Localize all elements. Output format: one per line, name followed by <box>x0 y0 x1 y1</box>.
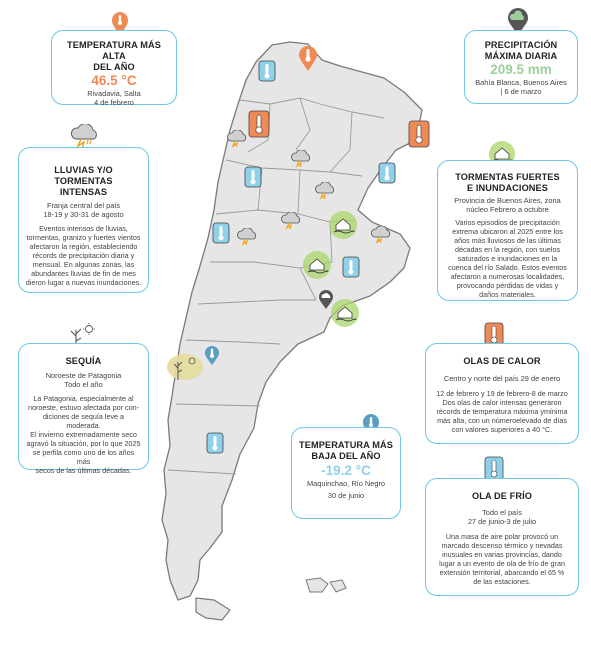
map-pin-thermometer-hot-icon <box>298 46 318 72</box>
flood-house-icon <box>302 250 332 280</box>
card-description: Eventos intensos de lluvias, tormentas, granizo y fuertes vientos afectaron la región, estableciendo récords de precipitación diaria y mensual. En algunas zonas, las abundantes lluvias de fin de mes dieron lugar a nuevas inundaciones. <box>25 224 142 287</box>
card-olas-de-calor <box>425 343 579 444</box>
storm-cloud-icon <box>236 228 258 246</box>
card-date: Todo el año <box>64 380 103 390</box>
max-precipitation-value: 209.5 mm <box>490 62 552 77</box>
card-title: OLAS DE CALOR <box>463 356 541 366</box>
card-precipitacion-maxima <box>464 30 578 104</box>
card-title: TEMPERATURA MÁS ALTA <box>67 40 161 61</box>
storm-cloud-icon <box>226 130 248 148</box>
card-description: Varios episodios de precipitación extrema ubicaron al 2025 entre los años más lluviosos de las últimas décadas en la región, con suelos saturados e inundaciones en la cuenca del río Salado. Estos eventos afectaron a numerosas localidades, provocando pérdidas de vidas y daños materiales. <box>448 218 567 299</box>
card-lluvias-tormentas <box>18 147 149 293</box>
card-date: 4 de febrero <box>94 98 134 108</box>
thermometer-snow-icon <box>244 166 262 188</box>
card-title: MÁXIMA DIARIA <box>484 51 558 61</box>
thermometer-snow-icon <box>342 256 360 278</box>
tierra-del-fuego <box>196 598 230 620</box>
storm-cloud-icon <box>290 150 312 168</box>
card-sequia <box>18 343 149 475</box>
card-ola-de-frio <box>425 478 579 596</box>
thermometer-hot-icon <box>408 120 430 148</box>
card-date: 18-19 y 30-31 de agosto <box>43 210 124 220</box>
card-temperatura-maxima <box>51 30 177 108</box>
card-title: PRECIPITACIÓN <box>484 40 558 50</box>
card-region: Noroeste de Patagonia <box>45 371 122 380</box>
flood-house-icon <box>330 298 360 328</box>
card-description: 12 de febrero y 19 de febrero-8 de marzo Dos olas de calor intensas generaron récords de temperatura máxima ymínima más alta, con un númeroelevado de días con valores superiores a 40 °C. <box>436 389 568 434</box>
card-title: E INUNDACIONES <box>466 183 549 193</box>
card-description: La Patagonia, especialmente al noroeste, estuvo afectada por con- diciones de sequía leve a moderada. El invierno extremadamente seco agravó la situación, por lo que 2025 se perfila como uno de los años más secos de las últimas décadas. <box>26 394 141 475</box>
card-title: BAJA DEL AÑO <box>311 451 381 461</box>
card-title: DEL AÑO <box>93 62 135 72</box>
dry-tree-sun-icon <box>166 352 204 382</box>
map-pin-thermometer-cold-icon <box>204 346 220 366</box>
thermometer-snow-icon <box>258 60 276 82</box>
storm-cloud-icon <box>314 182 336 200</box>
card-region: Provincia de Buenos Aires, zona <box>454 196 561 205</box>
card-tormentas-inundaciones <box>437 160 578 301</box>
card-date: | 6 de marzo <box>500 87 542 97</box>
thermometer-hot-icon <box>248 110 270 138</box>
card-title: INTENSAS <box>59 187 108 197</box>
min-temperature-value: -19.2 °C <box>321 463 371 478</box>
card-title: LLUVIAS Y/O TORMENTAS <box>54 165 113 186</box>
card-place: Maquinchao, Río Negro <box>306 479 386 488</box>
card-place: Rivadavia, Salta <box>87 89 141 98</box>
map-pin-rain-icon <box>318 290 334 310</box>
flood-house-icon <box>328 210 358 240</box>
thermometer-snow-icon <box>212 222 230 244</box>
card-title: SEQUÍA <box>65 356 102 366</box>
malvinas-islands <box>306 578 346 592</box>
thermometer-snow-icon <box>206 432 224 454</box>
max-temperature-value: 46.5 °C <box>91 73 137 88</box>
card-title: OLA DE FRÍO <box>472 491 532 501</box>
storm-cloud-icon <box>370 226 392 244</box>
card-temperatura-minima <box>291 427 401 519</box>
card-date: 27 de junio-3 de julio <box>467 517 537 527</box>
card-title: TEMPERATURA MÁS <box>299 440 393 450</box>
card-description: Una masa de aire polar provocó un marcado descenso térmico y nevadas inusuales en varias provincias, dando lugar a un evento de ola de frío de gran extensión territorial, abarcando el 65 % de las estaciones. <box>439 532 565 586</box>
thermometer-snow-icon <box>378 162 396 184</box>
card-place: Bahía Blanca, Buenos Aires <box>475 78 567 87</box>
card-region: Centro y norte del país 29 de enero <box>443 374 561 383</box>
storm-cloud-icon <box>280 212 302 230</box>
card-date: 30 de junio <box>327 491 365 501</box>
card-title: TORMENTAS FUERTES <box>455 172 560 182</box>
card-region: Todo el país <box>482 508 522 517</box>
card-region: núcleo Febrero a octubre <box>466 205 549 215</box>
card-region: Franja central del país <box>46 201 121 210</box>
